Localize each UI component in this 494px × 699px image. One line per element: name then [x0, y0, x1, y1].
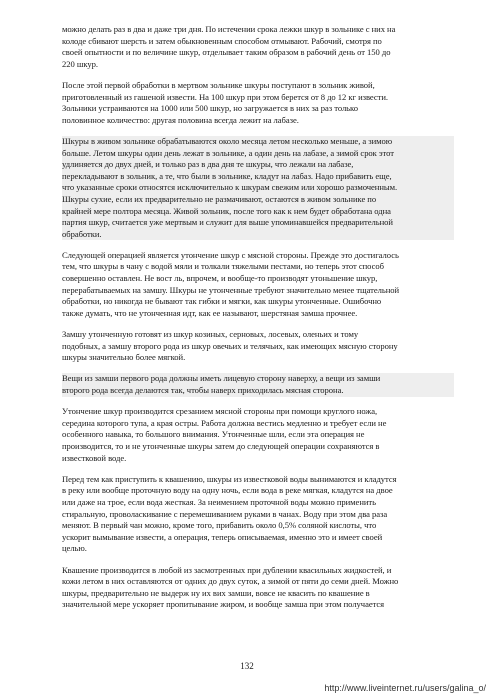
- text-line: Шкуры сухие, если их предварительно не размачивают, остаются в живом зольнике по: [62, 193, 377, 204]
- text-line: целью.: [62, 543, 87, 554]
- text-line: тем, что шкуры в чану с водой мяли и толкали тяжелыми пестами, но теперь этот способ: [62, 261, 384, 272]
- text-line: в реку или вообще проточную воду на одну ночь, если вода в реке мягкая, кладутся на двое: [62, 485, 393, 496]
- paragraph: [62, 406, 454, 464]
- text-line: перерабатываемых на замшу. Шкуры не утонченные требуют значительно менее тщательной: [62, 284, 400, 295]
- text-line: Следующей операцией является утончение шкур с мясной стороны. Прежде это достигалось: [62, 249, 399, 260]
- text-line: партия шкур, считается уже мертвым и служит для выше упоминавшейся предварительной: [62, 217, 393, 228]
- text-line: обработки, но никогда не бывают так гибки и мягки, как шкуры утонченные. Ошибочно: [62, 296, 382, 307]
- text-line: 220 шкур.: [62, 58, 99, 69]
- paragraph: [62, 80, 454, 126]
- text-line: что указанные сроки относятся исключительно к шкурам свежим или хорошо размоченным.: [62, 182, 398, 193]
- text-line: удлиняется до двух дней, и только раз в два дня те шкуры, что лежали на лабазе,: [62, 159, 354, 170]
- text-line: крайней мере полтора месяца. Живой зольник, после того как к нем будет обработана одна: [62, 205, 391, 216]
- text-line: стиральную, проволаскивание с перемешиванием руками в чанах. Воду при этом два раза: [62, 508, 388, 519]
- text-line: середина которого тупа, а края остры. Работа должна вестись медленно и требует если не: [62, 417, 387, 428]
- text-line: половинное количество: другая половина всегда лежит на лабазе.: [62, 114, 299, 125]
- page-body: [62, 24, 454, 620]
- text-line: обработки.: [62, 228, 102, 239]
- text-line: известковой воде.: [62, 452, 127, 463]
- text-line: Утончение шкур производится срезанием мясной стороны при помощи круглого ножа,: [62, 406, 378, 417]
- text-line: Замшу утонченную готовят из шкур козиных, серновых, лосевых, оленьих и тому: [62, 329, 359, 340]
- text-line: приготовленный из гашеной извести. На 100 шкур при этом берется от 8 до 12 кг извести.: [62, 91, 389, 102]
- footer-url: http://www.liveinternet.ru/users/galina_o/: [324, 683, 486, 693]
- paragraph: [62, 136, 454, 240]
- text-line: меняют. В первый чан можно, кроме того, прибавить около 0,5% соляной кислоты, что: [62, 520, 377, 531]
- text-line: шкуры, предварительно не выдерж ну их вих замши, вовсе не квасить по квашение в: [62, 587, 370, 598]
- paragraph: [62, 565, 454, 611]
- text-line: Шкуры в живом зольнике обрабатываются около месяца летом несколько меньше, а зимою: [62, 135, 393, 146]
- paragraph: [62, 474, 454, 555]
- text-line: особенного навыка, то большого внимания. Утонченные шли, если эта операция не: [62, 429, 365, 440]
- paragraph: [62, 329, 454, 364]
- text-line: колоде сбивают шерсть и затем обыкновенным способом отмывают. Рабочий, смотря по: [62, 35, 382, 46]
- text-line: кожи летом в них оставляются от одних до двух суток, а зимой от пяти до семи дней. Можно: [62, 576, 399, 587]
- text-line: можно делать раз в два и даже три дня. По истечении срока лежки шкур в зольнике с них на: [62, 24, 396, 34]
- text-line: производится, то и не утонченные шкуры затем до следующей операции сохраняются в: [62, 440, 380, 451]
- text-line: совершенно оставлен. Не вост ль, впрочем, и вообще-то производят утоньшение шкур,: [62, 273, 378, 284]
- text-line: Перед тем как приступить к квашению, шкуры из известковой воды вынимаются и кладутся: [62, 473, 397, 484]
- text-line: После этой первой обработки в мертвом зольнике шкуры поступают в зольник живой,: [62, 79, 375, 90]
- page-number: 132: [240, 661, 254, 671]
- text-line: своей опытности и по величине шкур, отделывает таким образом в рабочий день от 150 до: [62, 47, 391, 58]
- text-line: больше. Летом шкуры один день лежат в зольнике, а один день на лабазе, а зимой срок этот: [62, 147, 394, 158]
- text-line: Квашение производится в любой из засмотренных при дублении квасильных жидкостей, и: [62, 564, 392, 575]
- paragraph: [62, 24, 454, 70]
- text-line: подобных, а замшу второго рода из шкур овечьих и телячьих, как имеющих мясную сторону: [62, 340, 398, 351]
- text-line: также думать, что не утонченная идт, как ее называют, шерстяная замша прочнее.: [62, 307, 358, 318]
- paragraph: [62, 373, 454, 396]
- text-line: второго рода всегда делаются так, чтобы наверх приходилась мясная сторона.: [62, 385, 344, 395]
- text-line: перекладывают в зольник, а те, что были в зольнике, кладут на лабаз. Надо прибавить еще,: [62, 170, 392, 181]
- text-line: или даже на трое, если вода жесткая. За неимением проточной воды можно применить: [62, 496, 376, 507]
- text-line: значительной мере ускоряет пропитывание жиром, и вообще замша при этом получается: [62, 599, 385, 610]
- text-line: Зольники устраиваются на 1000 или 500 шкур, но загружается в них за раз только: [62, 103, 358, 114]
- text-line: шкуры значительно более мягкой.: [62, 352, 186, 363]
- text-line: ускорит вымывание извести, а операция, теперь описываемая, именно это и имеет своей: [62, 531, 383, 542]
- paragraph: [62, 250, 454, 320]
- text-line: Вещи из замши первого рода должны иметь лицевую сторону наверху, а вещи из замши: [62, 373, 381, 384]
